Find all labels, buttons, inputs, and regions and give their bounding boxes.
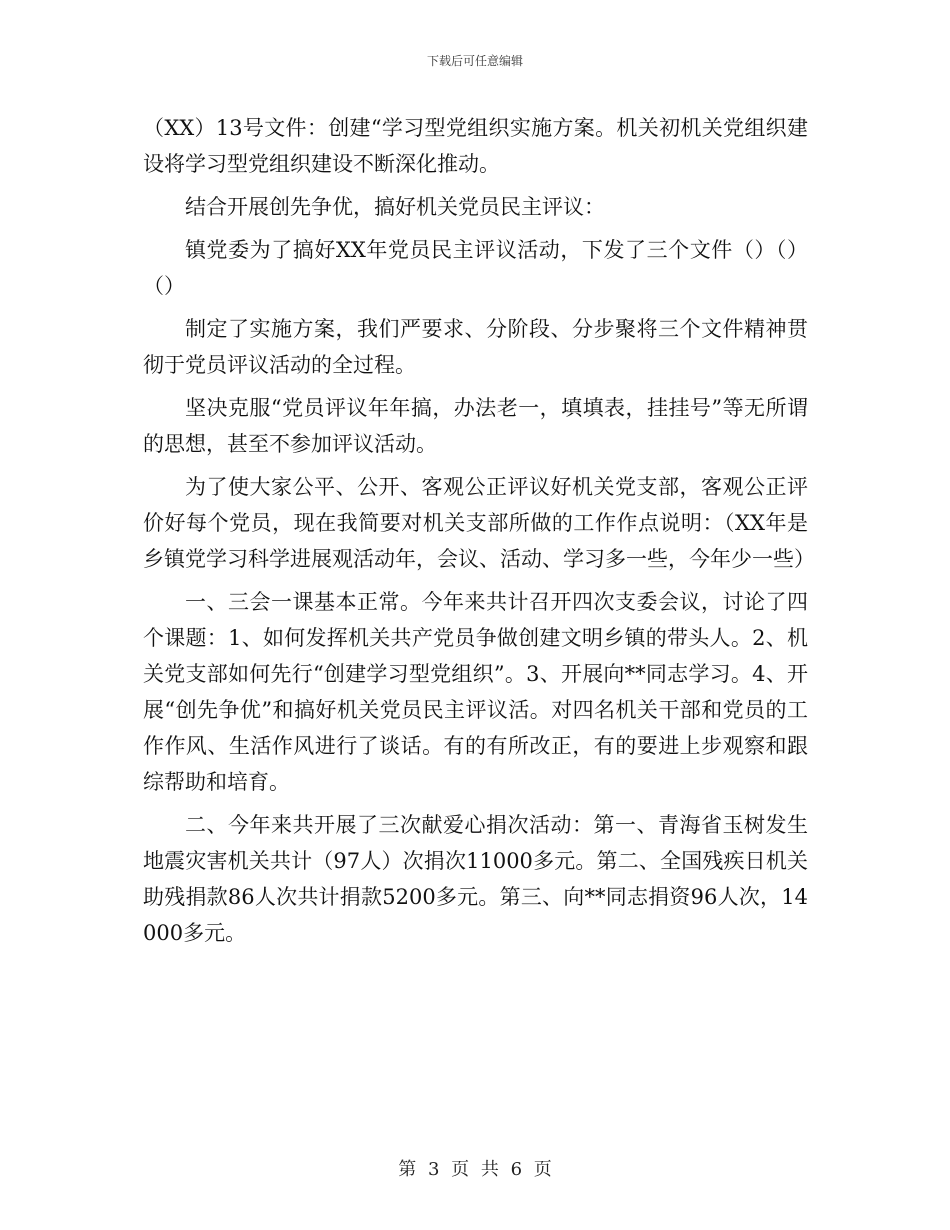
page-number: 第 3 页 共 6 页 [398, 1159, 552, 1180]
page-header: 下载后可任意编辑 [426, 54, 523, 68]
paragraph-7: 一、三会一课基本正常。今年来共计召开四次支委会议，讨论了四个课题：1、如何发挥机关共产党员争做创建文明乡镇的带头人。2、机关党支部如何先行“创建学习型党组织”。3、开展向**同志学习。4、开展“创先争优”和搞好机关党员民主评议活。对四名机关干部和党员的工作作风、生活作风进行了谈话。有的有所改正，有的要进上步观察和跟综帮助和培育。 [143, 590, 808, 794]
document-body [143, 110, 815, 958]
paragraph-2: 结合开展创先争优，搞好机关党员民主评议： [185, 195, 605, 219]
paragraph-5: 坚决克服“党员评议年年搞，办法老一，填填表，挂挂号”等无所谓的思想，甚至不参加评议活动。 [143, 396, 808, 456]
paragraph-8: 二、今年来共开展了三次献爱心捐次活动：第一、青海省玉树发生地震灾害机关共计（97人）次捐次11000多元。第二、全国残疾日机关助残捐款86人次共计捐款5200多元。第三、向**同志捐资96人次，14000多元。 [143, 813, 808, 945]
paragraph-3: 镇党委为了搞好XX年党员民主评议活动，下发了三个文件（）（）（） [143, 238, 808, 298]
paragraph-6: 为了使大家公平、公开、客观公正评议好机关党支部，客观公正评价好每个党员，现在我简要对机关支部所做的工作作点说明：（XX年是乡镇党学习科学进展观活动年，会议、活动、学习多一些，今年少一些） [143, 475, 815, 571]
paragraph-4: 制定了实施方案，我们严要求、分阶段、分步聚将三个文件精神贯彻于党员评议活动的全过程。 [143, 317, 808, 377]
paragraph-1: （XX）13号文件：创建“学习型党组织实施方案。机关初机关党组织建设将学习型党组织建设不断深化推动。 [143, 116, 808, 176]
